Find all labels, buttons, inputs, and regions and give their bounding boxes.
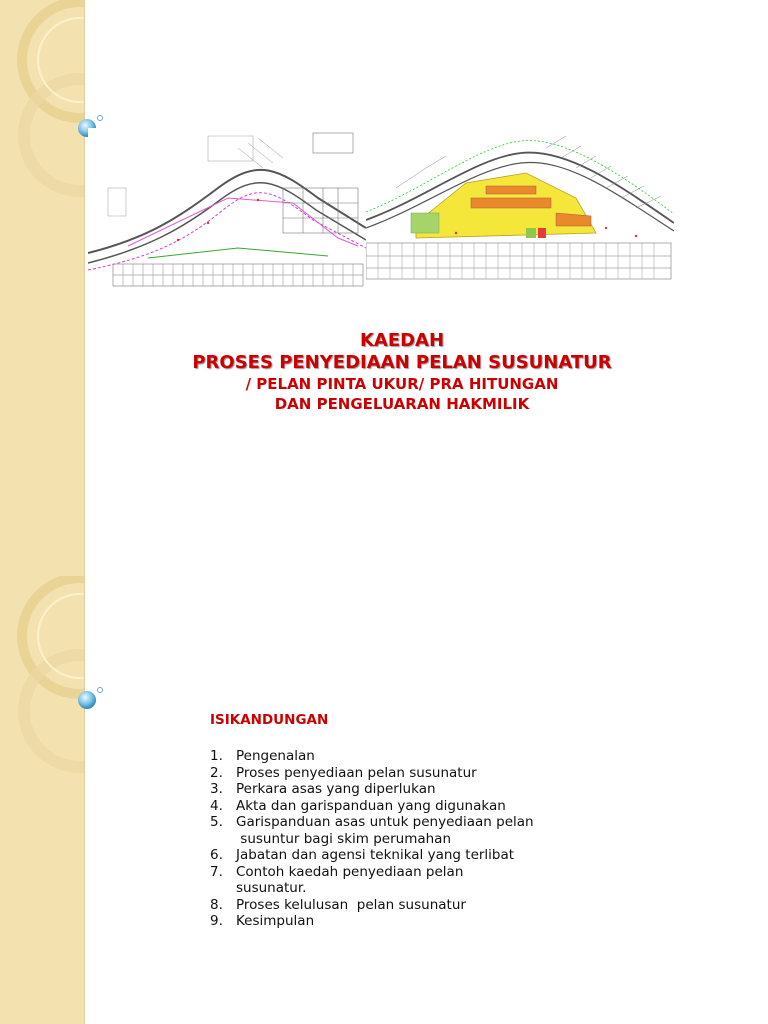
item-text: Jabatan dan agensi teknikal yang terlibat — [236, 847, 515, 863]
item-number: 6. — [210, 847, 223, 863]
list-item — [210, 913, 570, 930]
item-text: Kesimpulan — [236, 913, 315, 929]
list-item — [210, 765, 570, 782]
item-text: Proses kelulusan pelan susunatur — [236, 896, 466, 913]
list-item — [210, 814, 570, 847]
item-text: Proses penyediaan pelan susunatur — [236, 764, 477, 781]
decorative-circles — [0, 0, 84, 576]
item-number: 5. — [210, 814, 223, 830]
title-block — [84, 330, 720, 414]
item-text: Akta dan garispanduan yang digunakan — [236, 797, 506, 814]
site-plan-drawing-right — [366, 128, 674, 290]
bubble-icon — [76, 686, 106, 716]
item-text: Contoh kaedah penyediaan pelan susunatur. — [236, 863, 464, 896]
slide-subtitle: PROSES PENYEDIAAN PELAN SUSUNATUR — [192, 352, 612, 373]
item-number: 1. — [210, 748, 223, 764]
item-text: Perkara asas yang diperlukan — [236, 781, 436, 797]
slide-title: KAEDAH — [359, 330, 445, 351]
item-number: 8. — [210, 896, 223, 913]
item-text: Garispanduan asas untuk penyediaan pelan susuntur bagi skim perumahan — [236, 814, 534, 847]
list-item — [210, 748, 570, 765]
item-text: Pengenalan — [236, 748, 315, 764]
decorative-stripe — [0, 576, 85, 1024]
item-number: 7. — [210, 863, 223, 880]
item-number: 9. — [210, 913, 223, 929]
decorative-circles — [0, 576, 84, 1024]
list-item — [210, 798, 570, 815]
item-number: 3. — [210, 781, 223, 797]
slide-subtitle-line-3: / PELAN PINTA UKUR/ PRA HITUNGAN — [245, 375, 559, 393]
item-number: 2. — [210, 764, 223, 781]
list-item — [210, 781, 570, 798]
table-of-contents — [210, 712, 570, 930]
item-number: 4. — [210, 797, 223, 814]
contents-list — [210, 748, 570, 930]
list-item — [210, 897, 570, 914]
slide-contents — [0, 576, 768, 1024]
contents-heading: ISIKANDUNGAN — [210, 712, 329, 728]
decorative-stripe — [0, 0, 85, 576]
site-plan-drawing-left — [88, 128, 366, 290]
list-item — [210, 847, 570, 864]
slide-subtitle-line-4: DAN PENGELUARAN HAKMILIK — [274, 395, 530, 413]
list-item — [210, 864, 570, 897]
